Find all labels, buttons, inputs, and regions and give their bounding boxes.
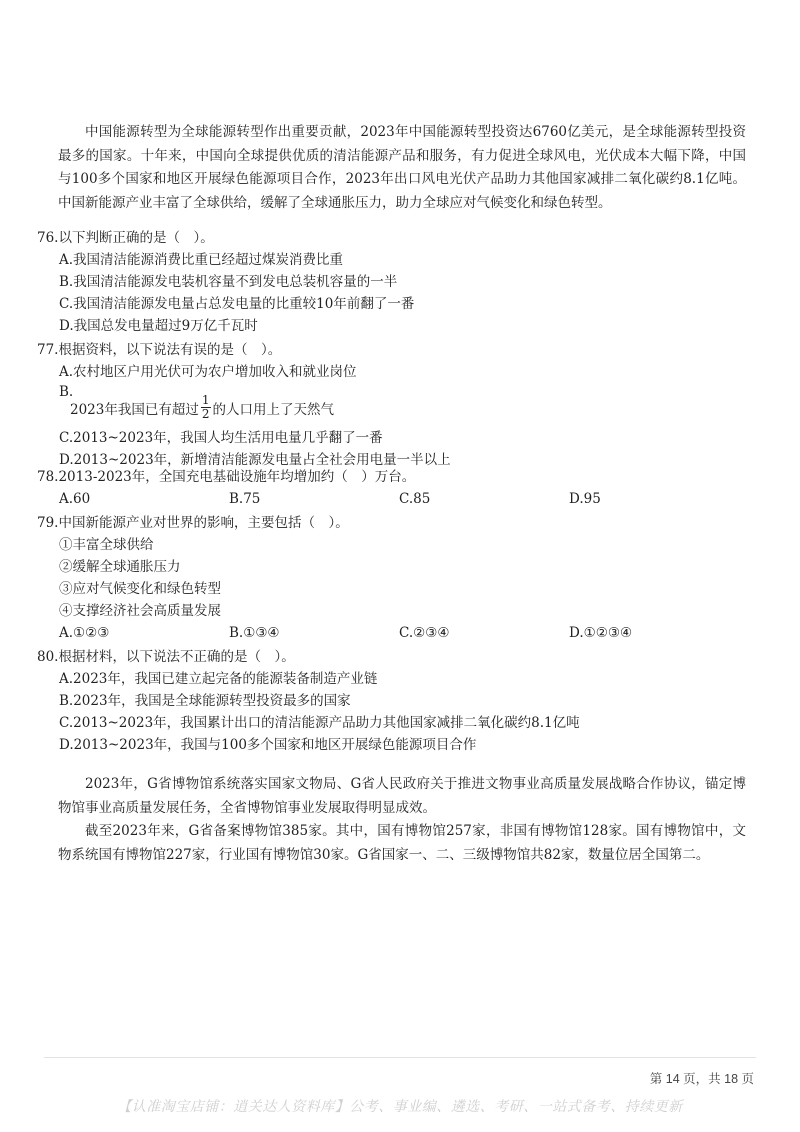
- question-79-option-c: C.②③④: [399, 625, 450, 641]
- question-79-item-2: ②缓解全球通胀压力: [59, 559, 181, 575]
- question-79-item-3: ③应对气候变化和绿色转型: [59, 581, 221, 597]
- question-77-option-c: C.2013~2023年，我国人均生活用电量几乎翻了一番: [59, 430, 383, 446]
- question-80-stem: 80.根据材料，以下说法不正确的是（ ）。: [37, 649, 295, 665]
- passage-energy: [58, 121, 746, 215]
- passage-museum-p2: 截至2023年来，G省备案博物馆385家。其中，国有博物馆257家，非国有博物馆128家。国有博物馆中，文物系统国有博物馆227家，行业国有博物馆30家。G省国家一、二、三级博物馆共82家，数量位居全国第二。: [58, 823, 746, 863]
- question-77-option-d: D.2013~2023年，新增清洁能源发电量占全社会用电量一半以上: [59, 452, 451, 468]
- question-79-item-1: ①丰富全球供给: [59, 537, 154, 553]
- page-number: 第 14 页，共 18 页: [649, 1072, 754, 1086]
- fraction-denominator: 2: [201, 407, 210, 421]
- question-77-stem: 77.根据资料，以下说法有误的是（ ）。: [37, 342, 282, 358]
- question-80-option-d: D.2013~2023年，我国与100多个国家和地区开展绿色能源项目合作: [59, 737, 477, 753]
- question-77-option-b-text: [70, 393, 334, 424]
- watermark-text: 【认准淘宝店铺：逍关达人资料库】公考、事业编、遴选、考研、一站式备考、持续更新: [117, 1099, 683, 1115]
- fraction-after: 的人口用上了天然气: [212, 402, 334, 418]
- passage-museum: [58, 773, 746, 867]
- question-80-option-a: A.2023年，我国已建立起完备的能源装备制造产业链: [59, 671, 378, 687]
- question-76-option-b: B.我国清洁能源发电装机容量不到发电总装机容量的一半: [59, 274, 398, 290]
- question-76-option-c: C.我国清洁能源发电量占总发电量的比重较10年前翻了一番: [59, 296, 415, 312]
- question-77-option-b: [37, 383, 757, 427]
- question-78: [37, 466, 757, 510]
- passage-museum-p1: 2023年，G省博物馆系统落实国家文物局、G省人民政府关于推进文物事业高质量发展战略合作协议，锚定博物馆事业高质量发展任务，全省博物馆事业发展取得明显成效。: [58, 776, 746, 816]
- question-79-option-d: D.①②③④: [569, 625, 633, 641]
- footer-divider: [44, 1057, 756, 1058]
- question-76: [37, 227, 757, 337]
- fraction-one-half: [201, 394, 211, 421]
- question-78-options: [37, 488, 757, 510]
- question-80-option-b: B.2023年，我国是全球能源转型投资最多的国家: [59, 693, 351, 709]
- question-78-option-a: A.60: [59, 491, 91, 507]
- question-80: [37, 646, 757, 756]
- question-78-option-c: C.85: [399, 491, 431, 507]
- question-76-option-a: A.我国清洁能源消费比重已经超过煤炭消费比重: [59, 252, 344, 268]
- question-80-option-c: C.2013~2023年，我国累计出口的清洁能源产品助力其他国家减排二氧化碳约8.1亿吨: [59, 715, 580, 731]
- question-77-option-b-label: B.: [59, 384, 74, 400]
- question-78-stem: 78.2013-2023年，全国充电基础设施年均增加约（ ）万台。: [37, 469, 416, 485]
- question-79-option-a: A.①②③: [59, 625, 110, 641]
- question-79-stem: 79.中国新能源产业对世界的影响，主要包括（ ）。: [37, 515, 349, 531]
- question-76-option-d: D.我国总发电量超过9万亿千瓦时: [59, 318, 258, 334]
- passage-energy-text: 中国能源转型为全球能源转型作出重要贡献，2023年中国能源转型投资达6760亿美元，是全球能源转型投资最多的国家。十年来，中国向全球提供优质的清洁能源产品和服务，有力促进全球风电，光伏成本大幅下降，中国与100多个国家和地区开展绿色能源项目合作，2023年出口风电光伏产品助力其他国家减排二氧化碳约8.1亿吨。中国新能源产业丰富了全球供给，缓解了全球通胀压力，助力全球应对气候变化和绿色转型。: [58, 124, 746, 211]
- question-79: [37, 512, 757, 644]
- question-79-item-4: ④支撑经济社会高质量发展: [59, 603, 221, 619]
- question-78-option-d: D.95: [569, 491, 601, 507]
- question-79-option-b: B.①③④: [229, 625, 280, 641]
- question-77-option-a: A.农村地区户用光伏可为农户增加收入和就业岗位: [59, 364, 357, 380]
- question-76-stem: 76.以下判断正确的是（ ）。: [37, 230, 214, 246]
- question-78-option-b: B.75: [229, 491, 261, 507]
- question-79-options: [37, 622, 757, 644]
- question-77: [37, 339, 757, 471]
- fraction-numerator: 1: [201, 393, 210, 407]
- fraction-before: 2023年我国已有超过: [70, 402, 199, 418]
